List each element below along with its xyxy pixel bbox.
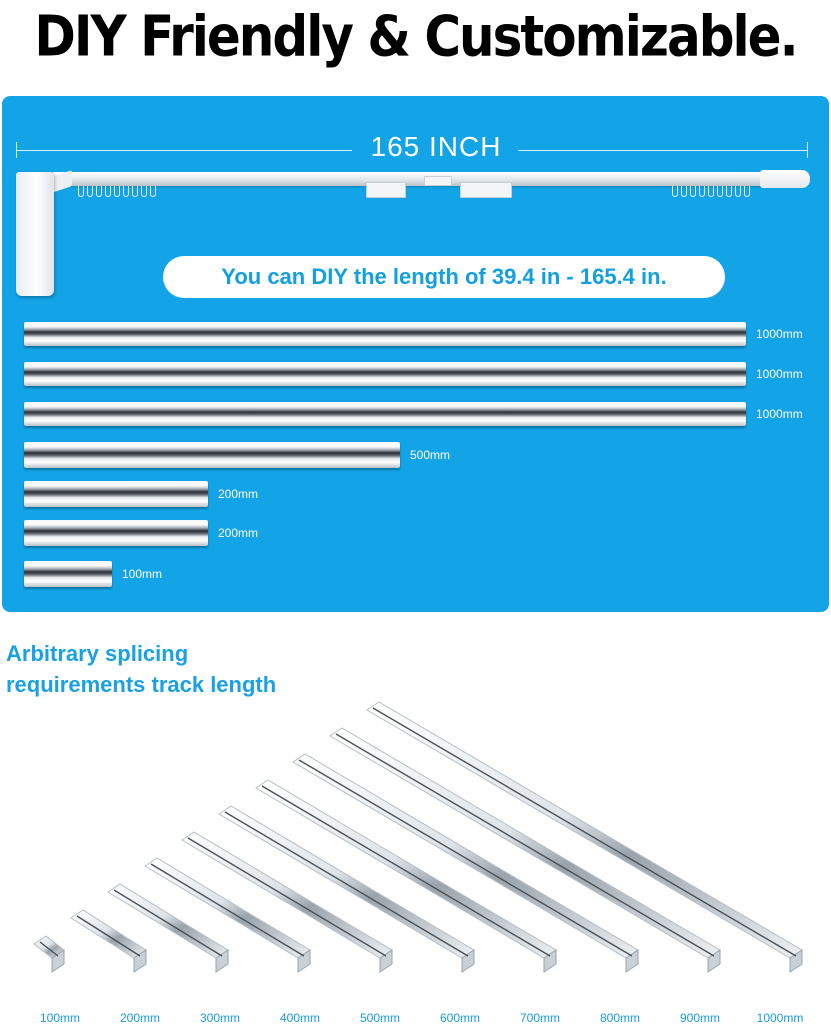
track-segment [24, 520, 208, 546]
track-length-label: 600mm [439, 1011, 480, 1024]
curtain-hook [690, 186, 696, 197]
track-segment-label: 200mm [218, 526, 259, 540]
dimension-tick-right [807, 142, 808, 158]
dimension-line-left [16, 150, 352, 151]
curtain-hook [96, 186, 102, 197]
track-segment-label: 1000mm [756, 407, 803, 421]
splicing-heading-line1: Arbitrary splicing [6, 641, 189, 666]
curtain-hook [132, 186, 138, 197]
track-segment [24, 481, 208, 507]
track-segment-label: 1000mm [756, 367, 803, 381]
track-segment-label: 500mm [410, 448, 451, 462]
track-rail [52, 172, 794, 186]
track-connector [424, 176, 452, 186]
track-length-label: 200mm [119, 1011, 160, 1024]
track-segment-label: 200mm [218, 487, 259, 501]
track-lengths-illustration [0, 700, 831, 1000]
curtain-hook [708, 186, 714, 197]
mounting-bracket-right [460, 182, 512, 198]
mounting-bracket-left [366, 182, 406, 198]
dimension-label: 165 INCH [370, 131, 502, 162]
track-segment [24, 322, 746, 346]
track-length-label: 700mm [519, 1011, 560, 1024]
track-segment [24, 362, 746, 386]
splicing-heading [6, 638, 276, 700]
splicing-heading-line2: requirements track length [6, 672, 277, 697]
curtain-hook [150, 186, 156, 197]
curtain-hook [141, 186, 147, 197]
track-length-label: 100mm [39, 1011, 80, 1024]
track-segment [24, 402, 746, 426]
track-length-label: 300mm [199, 1011, 240, 1024]
track-length-label: 500mm [359, 1011, 400, 1024]
curtain-hook [717, 186, 723, 197]
track-segment-label: 1000mm [756, 327, 803, 341]
curtain-hook [744, 186, 750, 197]
track-rail-sample [34, 936, 64, 972]
track-length-label: 900mm [679, 1011, 720, 1024]
curtain-hook [114, 186, 120, 197]
track-segment-label: 100mm [122, 567, 163, 581]
headline: DIY Friendly & Customizable. [34, 4, 797, 69]
track-segment [24, 442, 400, 468]
track-end-cap [760, 170, 810, 188]
curtain-hook [87, 186, 93, 197]
curtain-hook [123, 186, 129, 197]
track-length-label: 400mm [279, 1011, 320, 1024]
curtain-hook [726, 186, 732, 197]
diy-length-banner: You can DIY the length of 39.4 in - 165.4 in. [163, 256, 725, 298]
curtain-hook [105, 186, 111, 197]
track-rail-sample [71, 910, 146, 972]
dimension-line-right [518, 150, 808, 151]
curtain-hook [735, 186, 741, 197]
track-length-label: 800mm [599, 1011, 640, 1024]
curtain-hook [78, 186, 84, 197]
track-length-label: 1000mm [756, 1011, 804, 1024]
curtain-hook [699, 186, 705, 197]
track-rail-sample [293, 754, 638, 972]
curtain-hook [672, 186, 678, 197]
curtain-motor [16, 172, 54, 296]
curtain-hook [681, 186, 687, 197]
track-segment [24, 561, 112, 587]
